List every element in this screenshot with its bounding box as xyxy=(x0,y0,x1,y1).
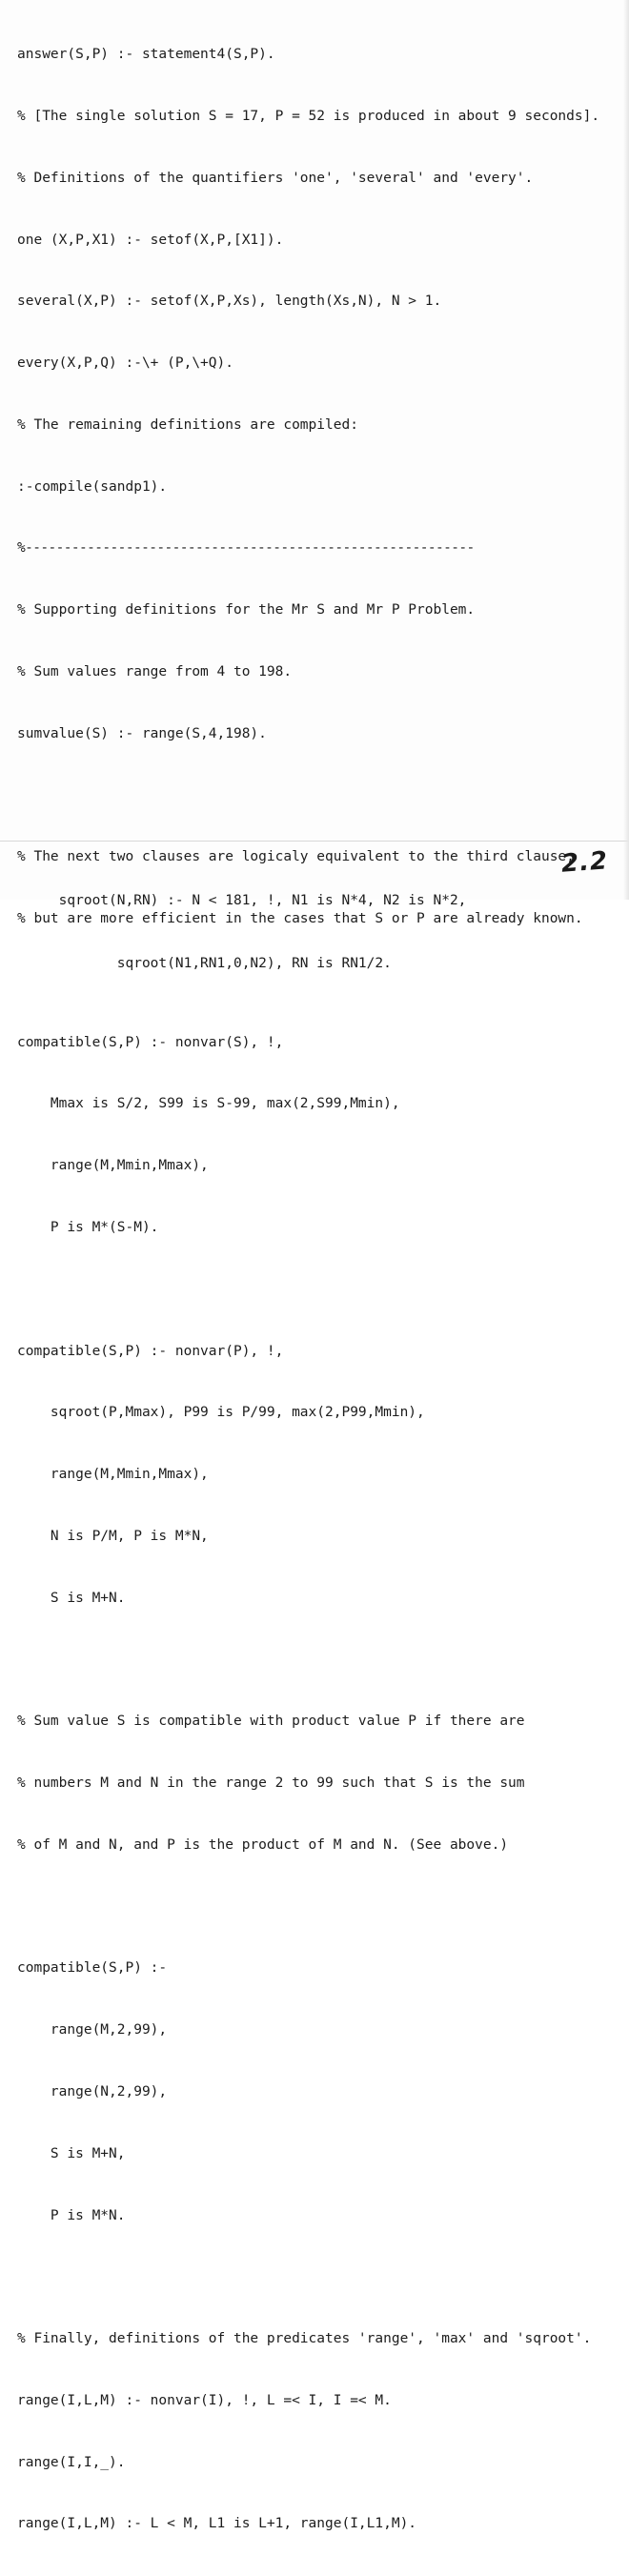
code-line-3: % Definitions of the quantifiers 'one', 'several' and 'every'. xyxy=(17,170,534,186)
code-line-11: % Sum values range from 4 to 198. xyxy=(17,664,293,679)
code-line-20: P is M*(S-M). xyxy=(17,1220,159,1236)
code-line-28: % Sum value S is compatible with product value P if there are xyxy=(17,1714,525,1730)
code-line-1: answer(S,P) :- statement4(S,P). xyxy=(17,47,275,63)
code-line-30: % of M and N, and P is the product of M and N. (See above.) xyxy=(17,1836,509,1853)
code-line-39: range(I,L,M) :- nonvar(I), !, L =< I, I =< M. xyxy=(17,2392,392,2408)
code-line-26: S is M+N. xyxy=(17,1590,126,1606)
code-line-8: :-compile(sandp1). xyxy=(17,478,168,495)
code-line-2: % [The single solution S = 17, P = 52 is produced in about 9 seconds]. xyxy=(17,108,600,124)
code-line-29: % numbers M and N in the range 2 to 99 such that S is the sum xyxy=(17,1775,525,1792)
code-line-35: S is M+N, xyxy=(17,2145,126,2161)
code-line-36: P is M*N. xyxy=(17,2207,126,2223)
handwritten-page-number: 2.2 xyxy=(559,846,609,879)
code-line-4: one (X,P,X1) :- setof(X,P,[X1]). xyxy=(17,232,284,248)
blank-line xyxy=(17,786,618,807)
code-line-38: % Finally, definitions of the predicates 'range', 'max' and 'sqroot'. xyxy=(17,2331,592,2347)
code-line-6: every(X,P,Q) :-\+ (P,\+Q). xyxy=(17,355,233,372)
code-line-17: compatible(S,P) :- nonvar(S), !, xyxy=(17,1034,284,1050)
code-line-22: compatible(S,P) :- nonvar(P), !, xyxy=(17,1343,284,1359)
divider-comment-line: %---------------------------------------------------------- xyxy=(17,540,475,557)
code-line-12: sumvalue(S) :- range(S,4,198). xyxy=(17,725,267,741)
code-line-41: range(I,L,M) :- L < M, L1 is L+1, range(I,L1,M). xyxy=(17,2516,417,2532)
prolog-listing-tail xyxy=(17,848,466,1015)
code-line-24: range(M,Mmin,Mmax), xyxy=(17,1467,209,1483)
scan-fold-line xyxy=(0,841,629,842)
code-line-19: range(M,Mmin,Mmax), xyxy=(17,1158,209,1174)
code-line-18: Mmax is S/2, S99 is S-99, max(2,S99,Mmin), xyxy=(17,1096,400,1112)
blank-line xyxy=(17,1280,618,1301)
blank-line xyxy=(17,2267,618,2288)
code-line-25: N is P/M, P is M*N, xyxy=(17,1528,209,1544)
code-line-10: % Supporting definitions for the Mr S and Mr P Problem. xyxy=(17,602,476,619)
code-line-15: % but are more efficient in the cases that S or P are already known. xyxy=(17,911,583,927)
code-line-40: range(I,I,_). xyxy=(17,2454,126,2470)
code-line-32: compatible(S,P) :- xyxy=(17,1960,168,1977)
blank-line xyxy=(17,1897,618,1918)
code-line-14: % The next two clauses are logicaly equivalent to the third clause, xyxy=(17,849,575,865)
prolog-listing xyxy=(17,4,618,2576)
code-line-23: sqroot(P,Mmax), P99 is P/99, max(2,P99,Mmin), xyxy=(17,1405,425,1421)
tail-line-2: sqroot(N1,RN1,0,N2), RN is RN1/2. xyxy=(17,955,392,971)
blank-line xyxy=(17,1651,618,1672)
code-line-7: % The remaining definitions are compiled: xyxy=(17,416,358,433)
tail-line-1: sqroot(N,RN) :- N < 181, !, N1 is N*4, N2 is N*2, xyxy=(17,893,467,908)
scan-edge-shadow xyxy=(623,0,629,900)
code-line-5: several(X,P) :- setof(X,P,Xs), length(Xs,N), N > 1. xyxy=(17,294,442,310)
code-line-33: range(M,2,99), xyxy=(17,2022,168,2038)
code-line-34: range(N,2,99), xyxy=(17,2083,168,2099)
